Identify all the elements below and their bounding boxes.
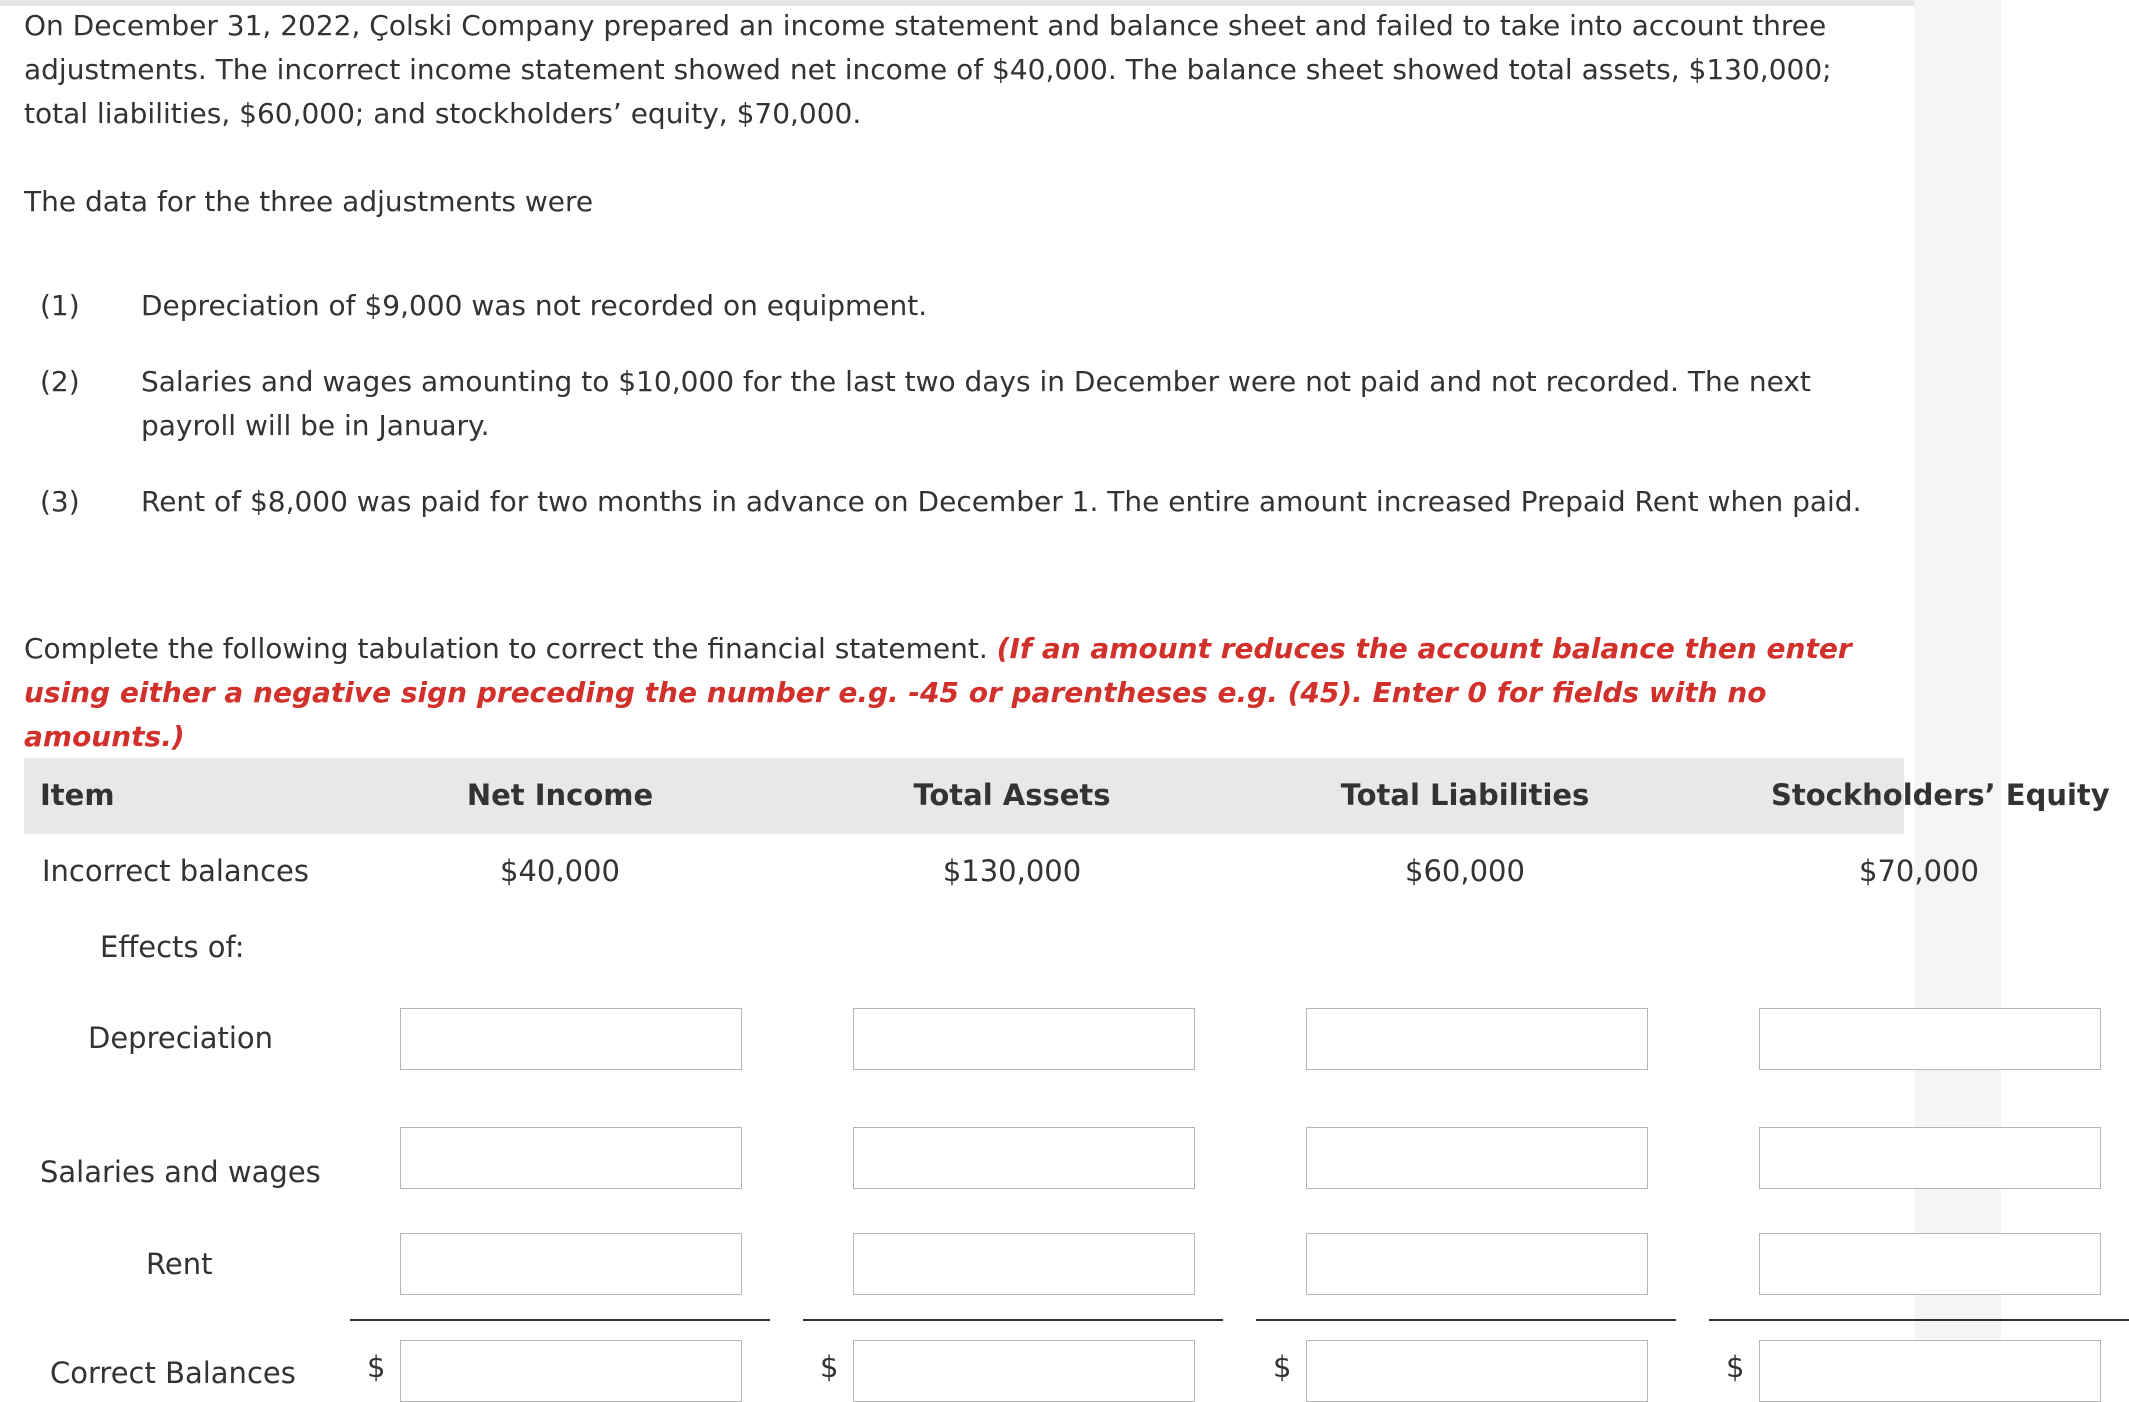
net-income-total-rule [350,1319,770,1321]
correct-total-assets-input[interactable] [853,1340,1195,1402]
incorrect-stockholders-equity: $70,000 [1859,854,1979,888]
stockholders-equity-total-rule [1709,1319,2129,1321]
salaries-label: Salaries and wages [40,1155,321,1189]
total-liabilities-total-rule [1256,1319,1676,1321]
adjustments-lead: The data for the three adjustments were [24,185,594,218]
incorrect-balances-label: Incorrect balances [42,854,309,888]
correct-net-income-input[interactable] [400,1340,742,1402]
header-item: Item [40,778,115,812]
salaries-total-assets-input[interactable] [853,1127,1195,1189]
depreciation-total-assets-input[interactable] [853,1008,1195,1070]
incorrect-total-assets: $130,000 [942,854,1082,888]
total-liabilities-dollar-sign: $ [1273,1350,1292,1384]
depreciation-total-liabilities-input[interactable] [1306,1008,1648,1070]
instruction-text: Complete the following tabulation to correct the financial statement. [24,632,988,665]
correct-total-liabilities-input[interactable] [1306,1340,1648,1402]
rent-net-income-input[interactable] [400,1233,742,1295]
rent-label: Rent [146,1247,213,1281]
effects-of-label: Effects of: [100,930,245,964]
tabulation-table [24,758,2110,1390]
depreciation-label: Depreciation [88,1021,274,1055]
header-stockholders-equity: Stockholders’ Equity [1771,778,2110,812]
adjustment-2-text: Salaries and wages amounting to $10,000 for the last two days in December were not paid and not recorded. The next payroll will be in January. [141,365,1811,442]
depreciation-net-income-input[interactable] [400,1008,742,1070]
header-net-income: Net Income [466,778,654,812]
adjustment-1-text: Depreciation of $9,000 was not recorded on equipment. [141,289,928,322]
rent-stockholders-equity-input[interactable] [1759,1233,2101,1295]
salaries-net-income-input[interactable] [400,1127,742,1189]
stockholders-equity-dollar-sign: $ [1726,1350,1745,1384]
adjustment-3-number: (3) [40,485,80,518]
correct-stockholders-equity-input[interactable] [1759,1340,2101,1402]
problem-intro: On December 31, 2022, Çolski Company prepared an income statement and balance sheet and failed to take into account three adjustments. The incorrect income statement showed net income of $40,000. The balance sheet showed total assets, $130,000; total liabilities, $60,000; and stockholders’ equity, $70,000. [24,9,1832,130]
salaries-stockholders-equity-input[interactable] [1759,1127,2101,1189]
depreciation-stockholders-equity-input[interactable] [1759,1008,2101,1070]
incorrect-total-liabilities: $60,000 [1405,854,1525,888]
header-total-liabilities: Total Liabilities [1340,778,1590,812]
adjustment-1-number: (1) [40,289,80,322]
adjustment-3-text: Rent of $8,000 was paid for two months in advance on December 1. The entire amount increased Prepaid Rent when paid. [141,485,1862,518]
correct-balances-label: Correct Balances [50,1356,296,1390]
rent-total-assets-input[interactable] [853,1233,1195,1295]
total-assets-dollar-sign: $ [820,1350,839,1384]
salaries-total-liabilities-input[interactable] [1306,1127,1648,1189]
incorrect-net-income: $40,000 [500,854,620,888]
instruction-note: (If an amount reduces the account balance then enter using either a negative sign preceding the number e.g. -45 or parentheses e.g. (45). Enter 0 for fields with no amounts.) [24,632,1852,753]
total-assets-total-rule [803,1319,1223,1321]
net-income-dollar-sign: $ [367,1350,386,1384]
adjustment-2-number: (2) [40,365,80,398]
rent-total-liabilities-input[interactable] [1306,1233,1648,1295]
instructions [24,627,1904,759]
header-total-assets: Total Assets [913,778,1111,812]
